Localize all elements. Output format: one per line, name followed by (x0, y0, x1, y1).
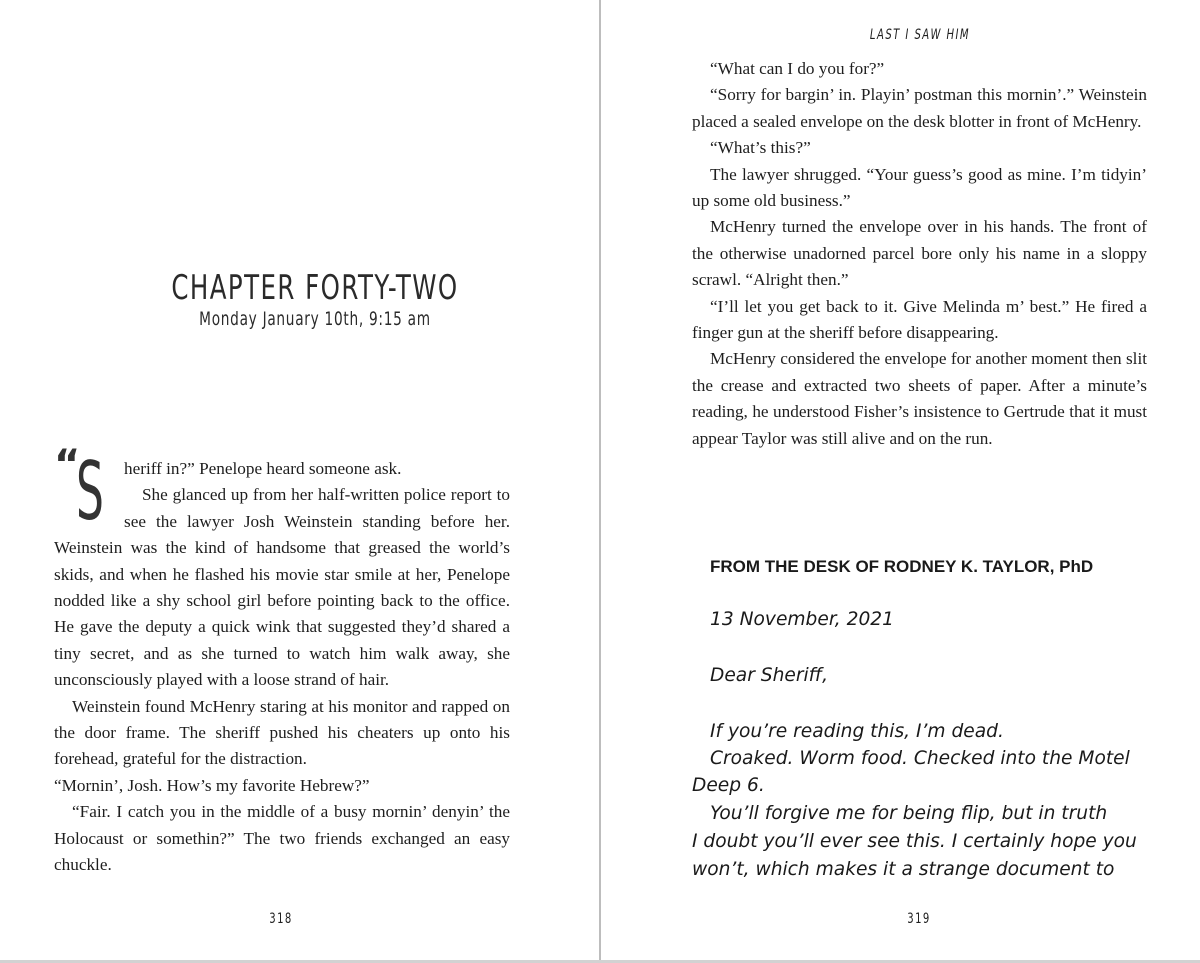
chapter-subtitle: Monday January 10th, 9:15 am (199, 308, 431, 330)
paragraph: McHenry considered the envelope for another moment then slit the crease and extracted two sheets of paper. After a minute’s reading, he understood Fisher’s insistence to Gertrude that it must appear Taylor was still alive and on the run. (692, 349, 1147, 448)
paragraph: “Mornin’, Josh. How’s my favorite Hebrew?” (54, 775, 370, 795)
left-page-body (54, 442, 510, 879)
paragraph: “What’s this?” (710, 138, 811, 158)
page-number-right: 319 (907, 911, 931, 927)
drop-cap-letter: S (76, 445, 104, 538)
letter-line: won’t, which makes it a strange document to (692, 858, 1115, 880)
paragraph: “I’ll let you get back to it. Give Melinda m’ best.” He fired a finger gun at the sheriff before disappearing. (692, 296, 1147, 343)
letter-date: 13 November, 2021 (710, 608, 894, 630)
letter-line: You’ll forgive me for being flip, but in truth (710, 802, 1108, 824)
chapter-title: CHAPTER FORTY-TWO (171, 268, 459, 308)
paragraph: “Sorry for bargin’ in. Playin’ postman this mornin’.” Weinstein placed a sealed envelope on the desk blotter in front of McHenry. (692, 85, 1147, 131)
letter-line: If you’re reading this, I’m dead. (710, 720, 1004, 742)
letter-line: Croaked. Worm food. Checked into the Motel (710, 747, 1130, 769)
paragraph: She glanced up from her half-written police report to see the lawyer Josh Weinstein standing before her. Weinstein was the kind of handsome that greased the world’s skids, and when he flashed his movie star smile at her, Penelope nodded like a shy school girl before pointing back to the office. He gave the deputy a quick wink that suggested they’d shared a tiny secret, and as she turned to watch him walk away, she unconsciously played with a loose strand of hair. (54, 485, 510, 690)
letter-line: Deep 6. (692, 774, 765, 796)
letter-salutation: Dear Sheriff, (710, 664, 829, 686)
drop-cap (54, 442, 122, 538)
letterhead: FROM THE DESK OF RODNEY K. TAYLOR, PhD (710, 557, 1094, 576)
letter-line: I doubt you’ll ever see this. I certainly hope you (692, 830, 1137, 852)
paragraph: McHenry turned the envelope over in his hands. The front of the otherwise unadorned parcel bore only his name in a sloppy scrawl. “Alright then.” (692, 217, 1147, 290)
right-page-body (692, 56, 1147, 452)
paragraph: heriff in?” Penelope heard someone ask. (124, 459, 402, 478)
paragraph: “Fair. I catch you in the middle of a busy mornin’ denyin’ the Holocaust or somethin?” The two friends exchanged an easy chuckle. (54, 802, 510, 875)
paragraph: “What can I do you for?” (710, 59, 885, 78)
paragraph: Weinstein found McHenry staring at his monitor and rapped on the door frame. The sheriff pushed his cheaters up onto his forehead, grateful for the distraction. (54, 696, 510, 769)
paragraph: The lawyer shrugged. “Your guess’s good as mine. I’m tidyin’ up some old business.” (692, 164, 1147, 211)
chapter-heading (60, 268, 570, 330)
page-number-left: 318 (269, 911, 293, 927)
running-head: LAST I SAW HIM (869, 27, 971, 43)
drop-cap-quote: “ (54, 442, 81, 488)
page-gutter (599, 0, 601, 963)
